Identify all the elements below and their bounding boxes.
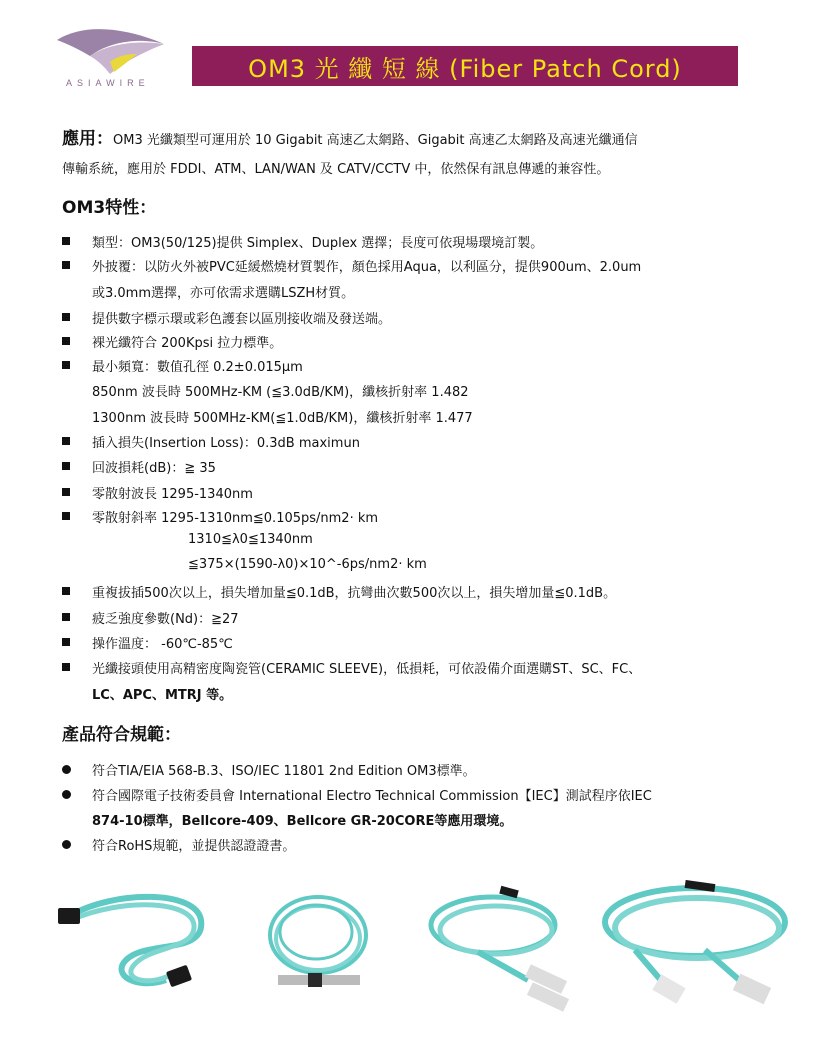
feature-item-continued: 或3.0mm選擇，亦可依需求選購LSZH材質。 xyxy=(92,286,355,301)
bullet-icon xyxy=(62,261,70,269)
dot-bullet-icon xyxy=(62,765,71,774)
application-line-1 xyxy=(62,124,638,149)
lc-duplex-cable-image xyxy=(418,880,583,1015)
bullet-icon xyxy=(62,587,70,595)
bullet-icon xyxy=(62,663,70,671)
feature-item: 外披覆：以防火外被PVC延緩燃燒材質製作，顏色採用Aqua，以利區分，提供900um、2.0um xyxy=(92,260,642,275)
bullet-icon xyxy=(62,361,70,369)
mpo-cable-image xyxy=(56,880,216,1010)
standard-item-continued: 874-10標準，Bellcore-409、Bellcore GR-20CORE等應用環境。 xyxy=(92,814,513,829)
feature-item: 零散射波長 1295-1340nm xyxy=(92,487,253,502)
feature-item-continued: 850nm 波長時 500MHz-KM (≦3.0dB/KM)，纖核折射率 1.482 xyxy=(92,385,469,400)
st-cable-image xyxy=(258,880,378,1010)
feature-item: 提供數字標示環或彩色護套以區別接收端及發送端。 xyxy=(92,312,392,327)
bullet-icon xyxy=(62,337,70,345)
bullet-icon xyxy=(62,237,70,245)
standard-item: 符合國際電子技術委員會 International Electro Technical Commission【IEC】測試程序依IEC xyxy=(92,789,652,804)
bullet-icon xyxy=(62,613,70,621)
standard-item: 符合RoHS規範，並提供認證證書。 xyxy=(92,839,296,854)
feature-item-continued: LC、APC、MTRJ 等。 xyxy=(92,688,233,703)
feature-item: 零散射斜率 1295-1310nm≦0.105ps/nm2· km xyxy=(92,511,379,526)
standard-item: 符合TIA/EIA 568-B.3、ISO/IEC 11801 2nd Edition OM3標準。 xyxy=(92,764,476,779)
feature-item: 重複拔插500次以上，損失增加量≦0.1dB，抗彎曲次數500次以上，損失增加量≦0.1dB。 xyxy=(92,586,617,601)
feature-item-continued: 1310≦λ0≦1340nm xyxy=(188,532,313,547)
standards-heading: 產品符合規範： xyxy=(62,725,181,745)
bullet-icon xyxy=(62,437,70,445)
features-heading: OM3特性： xyxy=(62,198,157,218)
feature-item-continued: 1300nm 波長時 500MHz-KM(≦1.0dB/KM)，纖核折射率 1.477 xyxy=(92,411,473,426)
page-title: OM3 光 纖 短 線 (Fiber Patch Cord) xyxy=(192,46,738,86)
bullet-icon xyxy=(62,512,70,520)
feature-item: 光纖接頭使用高精密度陶瓷管(CERAMIC SLEEVE)，低損耗，可依設備介面選購ST、SC、FC、 xyxy=(92,662,642,677)
feature-item-continued: ≦375×(1590-λ0)×10^-6ps/nm2· km xyxy=(188,557,427,572)
feature-item: 最小頻寬：數值孔徑 0.2±0.015μm xyxy=(92,360,303,375)
feature-item: 插入損失(Insertion Loss)：0.3dB maximun xyxy=(92,436,360,451)
feature-item: 回波損耗(dB)：≧ 35 xyxy=(92,461,216,476)
bullet-icon xyxy=(62,488,70,496)
sc-lc-cable-image xyxy=(595,880,795,1025)
feature-item: 操作溫度： -60℃-85℃ xyxy=(92,637,233,652)
bullet-icon xyxy=(62,638,70,646)
bullet-icon xyxy=(62,313,70,321)
feature-item: 疲乏強度參數(Nd)：≧27 xyxy=(92,612,239,627)
dot-bullet-icon xyxy=(62,840,71,849)
bullet-icon xyxy=(62,462,70,470)
logo-text: ASIAWIRE xyxy=(66,78,150,88)
application-label: 應用： xyxy=(62,129,113,149)
feature-item: 類型：OM3(50/125)提供 Simplex、Duplex 選擇；長度可依現場環境訂製。 xyxy=(92,236,544,251)
application-text-1: OM3 光纖類型可運用於 10 Gigabit 高速乙太網路、Gigabit 高速乙太網路及高速光纖通信 xyxy=(113,133,638,148)
dot-bullet-icon xyxy=(62,790,71,799)
application-line-2: 傳輸系統，應用於 FDDI、ATM、LAN/WAN 及 CATV/CCTV 中，依然保有訊息傳遞的兼容性。 xyxy=(62,162,610,177)
feature-item: 裸光纖符合 200Kpsi 拉力標準。 xyxy=(92,336,283,351)
